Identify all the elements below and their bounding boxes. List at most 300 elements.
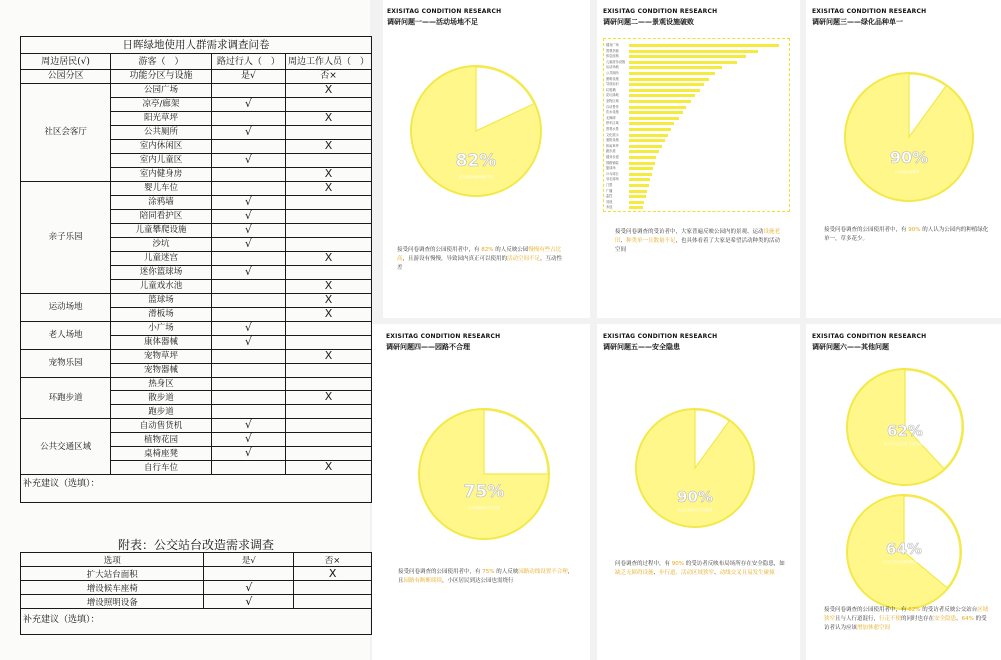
bar-row [604, 65, 789, 70]
yes-cell [211, 167, 285, 181]
bar [629, 195, 646, 198]
bar-row [604, 43, 789, 48]
body-text: 。 [956, 616, 962, 622]
yes-cell [211, 293, 285, 307]
respondent-worker: 周边工作人员（ ） [285, 54, 371, 70]
pie-percent: 62% [887, 422, 923, 440]
yes-cell [204, 581, 294, 595]
highlight-text: 种类单一且数量不足 [626, 238, 676, 244]
highlight-text: 动线交叉且易发生碰撞 [719, 570, 775, 576]
no-cell [285, 139, 371, 153]
panel-body [824, 226, 992, 244]
no-cell [285, 111, 371, 125]
bar-row [604, 183, 789, 188]
pie-percent: 75% [463, 482, 505, 502]
check-mark-icon: √ [244, 264, 252, 278]
bar [629, 162, 655, 165]
no-cell [285, 167, 371, 181]
cross-mark-icon: X [328, 567, 337, 580]
body-text: ，且游设有慢慢，导致园内真正可以使用的 [402, 256, 508, 262]
facility-label: 迷你篮球场 [111, 265, 212, 279]
body-text: 接受问卷调查的受访者中，大家普遍反映公园内的景观、运动 [615, 229, 764, 235]
pie-percent: 82% [455, 151, 497, 171]
highlight-text: 活动空间不足 [507, 256, 541, 262]
bar [629, 78, 709, 81]
facility-label: 沙坑 [111, 237, 212, 251]
research-panel-4 [372, 324, 590, 660]
no-cell [285, 377, 371, 391]
cross-mark-icon: X [324, 110, 333, 124]
cross-mark-icon: X [324, 250, 333, 264]
body-text: 、 [620, 238, 627, 244]
facility-label: 凉亭/廊架 [111, 97, 212, 111]
survey-row [21, 321, 372, 335]
cross-mark-icon: X [324, 348, 333, 362]
bar [629, 122, 674, 125]
body-text: 的人反映 [494, 569, 519, 575]
appendix-note: 补充建议（选填）： [21, 609, 372, 635]
facility-label: 婴儿车位 [111, 181, 212, 195]
bar-label: 广播 [606, 188, 613, 193]
bar-row [604, 60, 789, 65]
panel-title: 调研问题一——活动场地不足 [387, 18, 478, 26]
highlight-text: 62% [908, 607, 921, 613]
pie-caption: 认为公交站台扩大候车面积 [884, 442, 926, 446]
survey-row [21, 293, 372, 307]
appendix-col-yes: 是√ [204, 553, 294, 567]
bar-label: 照明设施 [606, 76, 619, 81]
facility-label: 跑步道 [111, 405, 212, 419]
check-mark-icon: √ [244, 222, 252, 236]
bar-label: 门禁 [606, 183, 613, 187]
option-label: 增设照明设备 [21, 595, 204, 609]
bar [629, 173, 652, 176]
bar-label: 羽毛球场 [606, 177, 619, 182]
highlight-text: 园路动线设置不合理 [518, 569, 568, 575]
bar [629, 201, 644, 204]
pie-chart [418, 408, 550, 540]
check-mark-icon: √ [245, 581, 253, 594]
facility-label: 小广场 [111, 321, 212, 335]
bar-label: 乒乓球台 [606, 171, 619, 176]
body-text: ，小区居民到达公园也需绕行 [442, 578, 514, 584]
bar-row [604, 172, 789, 177]
bar-label: 未选 [606, 205, 613, 210]
facility-label: 儿童迷宫 [111, 251, 212, 265]
bar-row [604, 93, 789, 98]
bar-row [604, 200, 789, 205]
yes-cell [211, 377, 285, 391]
facility-label: 桌椅座凳 [111, 447, 212, 461]
no-cell [285, 419, 371, 433]
facility-label: 宠物器械 [111, 363, 212, 377]
col-function: 功能分区与设施 [111, 70, 212, 84]
body-text: 的人认为公园内的种植绿化单一，草多花少。 [824, 227, 989, 242]
bar-label: 景观水景 [606, 127, 619, 131]
survey-title: 日晖绿地使用人群需求调查问卷 [21, 37, 372, 54]
pie-chart [844, 72, 974, 202]
pie-slice-remaining [695, 410, 729, 468]
check-mark-icon: √ [244, 152, 252, 166]
bar-label: 花坛绿地 [606, 93, 619, 98]
pie-chart-2 [846, 494, 962, 610]
col-no: 否× [285, 70, 371, 84]
pie-percent: 64% [886, 540, 922, 558]
no-cell [285, 293, 371, 307]
bar-row [604, 161, 789, 166]
supplement-note: 补充建议（选填）： [21, 475, 372, 503]
bar-row [604, 105, 789, 110]
research-panel-3 [806, 0, 1001, 318]
bar-row [604, 49, 789, 54]
bar-label: 监控 [606, 194, 613, 199]
bar [629, 106, 686, 109]
facility-label: 室内健身房 [111, 167, 212, 181]
yes-cell [211, 265, 285, 279]
facility-label: 儿童戏水池 [111, 279, 212, 293]
bar-label: 停车区域 [606, 121, 619, 126]
yes-cell [211, 433, 285, 447]
no-cell [285, 209, 371, 223]
yes-cell [211, 307, 285, 321]
bar [629, 83, 704, 86]
cross-mark-icon: X [324, 138, 333, 152]
no-cell [285, 349, 371, 363]
pie-slice-remaining [905, 370, 962, 469]
bar [629, 100, 691, 103]
no-cell [285, 307, 371, 321]
body-text: 的受访者反映布局场所存在安全隐患，如 [683, 561, 785, 567]
highlight-text: 安全隐患 [934, 616, 957, 622]
highlight-text: 步行道、活动区域狭窄 [659, 570, 715, 576]
bar [629, 167, 653, 170]
bar [629, 139, 665, 142]
no-cell [285, 279, 371, 293]
no-cell [285, 153, 371, 167]
yes-cell [211, 349, 285, 363]
survey-row [21, 83, 372, 97]
bar [629, 61, 737, 64]
no-cell [285, 461, 371, 475]
yes-cell [211, 223, 285, 237]
pie-chart [410, 65, 542, 197]
bar-row [604, 205, 789, 210]
yes-cell [211, 209, 285, 223]
highlight-text: 90% [671, 561, 684, 567]
highlight-text: 设施老旧 [615, 229, 781, 244]
facility-label: 室内儿童区 [111, 153, 212, 167]
panel-title: 调研问题六——其他问题 [812, 343, 889, 351]
bar-label: 遮阳设施 [606, 138, 619, 143]
check-mark-icon: √ [244, 418, 252, 432]
pie-caption: 认为公园存在安全隐患 [677, 508, 713, 512]
bar-row [604, 166, 789, 171]
bar-label: 运动场地 [606, 65, 619, 70]
facility-label: 康体器械 [111, 335, 212, 349]
bar-label: 休闲草坪 [606, 143, 619, 148]
no-cell [285, 125, 371, 139]
facility-bar-chart [603, 38, 790, 212]
bar-row [604, 116, 789, 121]
facility-label: 陪同看护区 [111, 209, 212, 223]
appendix-col-option: 选项 [21, 553, 204, 567]
highlight-text: 缺乏无障碍设施 [615, 570, 654, 576]
check-mark-icon: √ [244, 446, 252, 460]
no-cell [285, 363, 371, 377]
research-panel-5 [597, 324, 800, 660]
yes-cell [211, 391, 285, 405]
appendix-row [21, 581, 372, 595]
bar-label: 宠物区域 [606, 99, 619, 103]
bar [629, 111, 683, 114]
bar-row [604, 144, 789, 149]
check-mark-icon: √ [244, 432, 252, 446]
bar [629, 134, 668, 137]
yes-cell [211, 321, 285, 335]
check-mark-icon: √ [244, 208, 252, 222]
body-text: 的受访者反映公交站台 [920, 607, 978, 613]
yes-cell [204, 595, 294, 609]
bar-label: 文化展示 [606, 132, 619, 137]
facility-label: 公园广场 [111, 83, 212, 97]
yes-cell [211, 335, 285, 349]
pie-svg [420, 410, 548, 538]
yes-cell [211, 125, 285, 139]
body-text: 接受问卷调查的公园使用者中，有 [824, 607, 909, 613]
pie-chart [635, 408, 755, 528]
no-cell [285, 83, 371, 97]
panel-title: 调研问题四——园路不合理 [386, 343, 470, 351]
cross-mark-icon: X [324, 82, 333, 96]
no-cell [285, 321, 371, 335]
check-mark-icon: √ [244, 320, 252, 334]
cross-mark-icon: X [324, 460, 333, 474]
no-cell [294, 595, 372, 609]
option-label: 增设候车座椅 [21, 581, 204, 595]
bar-label: 无障碍 [606, 115, 616, 120]
pie-percent: 90% [677, 488, 713, 506]
facility-label: 植物花园 [111, 433, 212, 447]
pie-slice-remaining [484, 410, 548, 474]
bar-row [604, 189, 789, 194]
zone-label: 老人场地 [21, 321, 111, 349]
survey-row [21, 349, 372, 363]
bar-label: 园路铺装 [606, 160, 619, 165]
bar-label: 儿童游乐设施 [606, 59, 626, 64]
zone-label: 环跑步道 [21, 377, 111, 419]
cross-mark-icon: X [324, 180, 333, 194]
facility-label: 公共厕所 [111, 125, 212, 139]
check-mark-icon: √ [244, 194, 252, 208]
no-cell [285, 265, 371, 279]
yes-cell [211, 153, 285, 167]
no-cell [285, 223, 371, 237]
cross-mark-icon: X [324, 306, 333, 320]
pie-slice-remaining [909, 74, 946, 137]
yes-cell [211, 251, 285, 265]
zone-label: 宠物乐园 [21, 349, 111, 377]
bar-label: 其他 [606, 199, 613, 204]
panel-eyebrow: EXISITAG CONDITION RESEARCH [603, 333, 718, 340]
yes-cell [211, 83, 285, 97]
zone-label: 公共交通区域 [21, 419, 111, 475]
bar [629, 145, 662, 148]
bar [629, 66, 722, 69]
bar [629, 117, 679, 120]
no-cell [285, 97, 371, 111]
facility-label: 散步道 [111, 391, 212, 405]
bar-label: 跑步道 [606, 149, 616, 154]
zone-label: 亲子乐园 [21, 181, 111, 293]
pie-caption: 认为园路设计不合理 [468, 506, 500, 510]
yes-cell [211, 111, 285, 125]
bar [629, 184, 649, 187]
respondent-resident: 周边居民(√) [21, 54, 111, 70]
bar-label: 垃圾桶 [606, 87, 616, 92]
panel-body [398, 568, 574, 586]
bar [629, 55, 746, 58]
bar-row [604, 138, 789, 143]
bar-row [604, 149, 789, 154]
pie-caption: 认为活动场地面积不足 [458, 175, 494, 179]
respondent-visitor: 游客（ ） [111, 54, 212, 70]
highlight-text: 慢慢有些占比高 [397, 247, 562, 262]
panel-body [397, 246, 567, 273]
highlight-text: 增加休憩空间 [857, 625, 891, 631]
body-text: 的人反映公园 [493, 247, 529, 253]
body-text: 接受问卷调查的公园使用者中，有 [824, 227, 909, 233]
yes-cell [211, 181, 285, 195]
bar-label: 自动售货 [606, 104, 619, 109]
no-cell [285, 447, 371, 461]
option-label: 扩大站台面积 [21, 567, 204, 581]
bar-row [604, 71, 789, 76]
bar [629, 89, 700, 92]
bar-row [604, 121, 789, 126]
col-zone: 公园分区 [21, 70, 111, 84]
bar [629, 150, 659, 153]
panel-title: 调研问题二——景观设施破败 [603, 18, 694, 26]
yes-cell [211, 237, 285, 251]
facility-label: 热身区 [111, 377, 212, 391]
body-text: 且与人行道混行， [835, 616, 880, 622]
body-text: 接受问卷调查的公园使用者中，有 [398, 569, 483, 575]
yes-cell [211, 279, 285, 293]
body-text: 的受访者认为应该 [824, 616, 987, 631]
appendix-row [21, 567, 372, 581]
survey-row [21, 181, 372, 195]
survey-table [20, 36, 372, 503]
pie-svg [846, 74, 972, 200]
body-text: 、 [714, 570, 720, 576]
cross-mark-icon: X [324, 166, 333, 180]
check-mark-icon: √ [245, 595, 253, 608]
bar-label: 健身步道 [606, 155, 619, 159]
yes-cell [211, 461, 285, 475]
pie-chart-1 [846, 368, 964, 486]
panel-eyebrow: EXISITAG CONDITION RESEARCH [386, 333, 501, 340]
check-mark-icon: √ [244, 236, 252, 250]
panel-title: 调研问题三——绿化品种单一 [812, 18, 903, 26]
bar [629, 50, 758, 53]
body-text: 、 [653, 570, 660, 576]
bar-label: 休息座椅 [606, 54, 619, 59]
body-text: ，互动性差 [397, 256, 563, 271]
bar-row [604, 110, 789, 115]
appendix-title: 附表：公交站台改造需求调查 [117, 538, 274, 552]
bar-row [604, 194, 789, 199]
bar [629, 94, 695, 97]
panel-eyebrow: EXISITAG CONDITION RESEARCH [812, 8, 927, 15]
no-cell [285, 237, 371, 251]
highlight-text: 区域狭窄 [824, 607, 989, 622]
bar-row [604, 133, 789, 138]
appendix-row [21, 595, 372, 609]
body-text: 接受问卷调查的公园使用者中，有 [397, 247, 482, 253]
no-cell [285, 405, 371, 419]
facility-label: 室内休闲区 [111, 139, 212, 153]
research-panel-6 [806, 324, 1001, 660]
no-cell [294, 567, 372, 581]
yes-cell [211, 97, 285, 111]
survey-row [21, 377, 372, 391]
research-panel-1 [383, 0, 590, 318]
facility-label: 儿童攀爬设施 [111, 223, 212, 237]
bar-label: 饮水设施 [606, 110, 619, 115]
pie-caption: 认为公交站台增设候车座椅 [883, 560, 925, 564]
yes-cell [211, 195, 285, 209]
bar-label: 景观亭廊 [606, 48, 619, 53]
zone-label: 运动场地 [21, 293, 111, 321]
pie-percent: 90% [889, 148, 929, 167]
no-cell [285, 433, 371, 447]
facility-label: 篮球场 [111, 293, 212, 307]
pie-caption: 认为绿化品种单一 [895, 170, 923, 174]
appendix-col-no: 否× [294, 553, 372, 567]
yes-cell [204, 567, 294, 581]
panel-eyebrow: EXISITAG CONDITION RESEARCH [387, 8, 502, 15]
no-cell [285, 335, 371, 349]
bar [629, 190, 647, 193]
body-text: 问卷调查的过程中，有 [615, 561, 672, 567]
survey-row [21, 419, 372, 433]
check-mark-icon: √ [244, 96, 252, 110]
bar-row [604, 99, 789, 104]
check-mark-icon: √ [244, 334, 252, 348]
bar [629, 178, 650, 181]
facility-label: 自动售货机 [111, 419, 212, 433]
highlight-text: 行走不便 [879, 616, 902, 622]
check-mark-icon: √ [244, 124, 252, 138]
body-text: ，且 [398, 569, 574, 584]
facility-label: 阳光草坪 [111, 111, 212, 125]
panel-eyebrow: EXISITAG CONDITION RESEARCH [603, 8, 718, 15]
yes-cell [211, 139, 285, 153]
col-yes: 是√ [211, 70, 285, 84]
bar [629, 72, 715, 75]
highlight-text: 82% [481, 247, 494, 253]
bar-label: 健身广场 [606, 43, 619, 47]
panel-eyebrow: EXISITAG CONDITION RESEARCH [812, 333, 927, 340]
bar [629, 206, 643, 209]
bar-row [604, 155, 789, 160]
no-cell [294, 581, 372, 595]
appendix-table [20, 552, 372, 635]
highlight-text: 90% [908, 227, 921, 233]
yes-cell [211, 447, 285, 461]
bar-row [604, 177, 789, 182]
panel-body [615, 228, 785, 255]
